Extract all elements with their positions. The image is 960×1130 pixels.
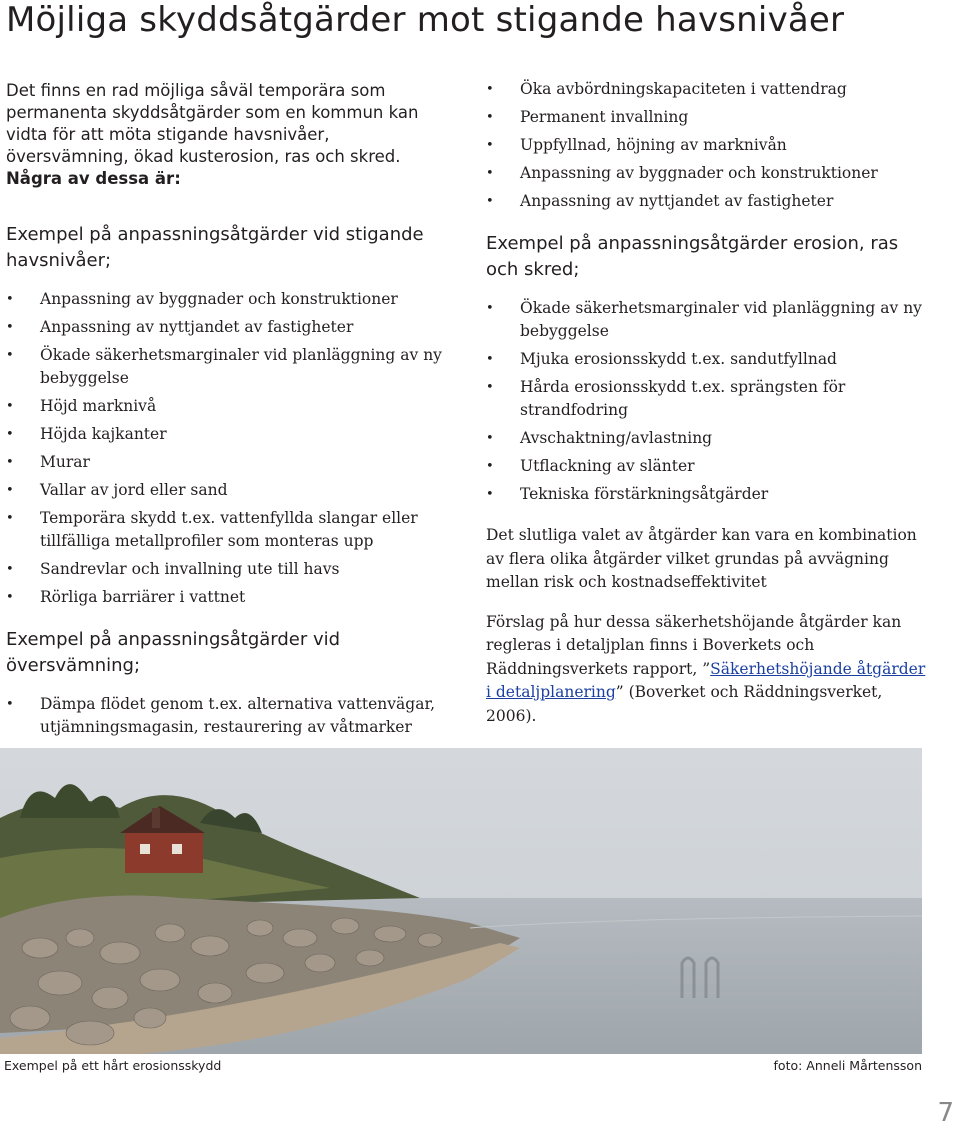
left-column bbox=[6, 80, 446, 757]
reference-text-after: ” (Boverket och Räddningsverket, 2006). bbox=[486, 683, 883, 725]
list-flooding bbox=[6, 693, 446, 739]
list-item: • Dämpa flödet genom t.ex. alternativa vattenvägar, utjämningsmagasin, restaurering av våtmarker bbox=[6, 693, 446, 739]
list-item: • Murar bbox=[6, 451, 446, 474]
conclusion-paragraph: Det slutliga valet av åtgärder kan vara en kombination av flera olika åtgärder vilket grundas på avvägning mellan risk och kostnadseffektivitet bbox=[486, 526, 917, 591]
list-item: • Anpassning av byggnader och konstruktioner bbox=[6, 288, 446, 311]
list-sea-level bbox=[6, 288, 446, 609]
list-item: • Vallar av jord eller sand bbox=[6, 479, 446, 502]
page-number: 7 bbox=[937, 1098, 954, 1128]
intro-text: Det finns en rad möjliga såväl temporära som permanenta skyddsåtgärder som en kommun kan vidta för att möta stigande havsnivåer, översvämning, ökad kusterosion, ras och skred. bbox=[6, 81, 419, 166]
list-item: • Anpassning av nyttjandet av fastigheter bbox=[6, 316, 446, 339]
right-column bbox=[486, 78, 926, 744]
list-item: • Mjuka erosionsskydd t.ex. sandutfyllnad bbox=[486, 348, 926, 371]
list-item: • Öka avbördningskapaciteten i vattendrag bbox=[486, 78, 926, 101]
photo-caption: Exempel på ett hårt erosionsskydd bbox=[4, 1058, 222, 1073]
section-heading-erosion: Exempel på anpassningsåtgärder erosion, ras och skred; bbox=[486, 233, 899, 280]
list-item: • Höjd marknivå bbox=[6, 395, 446, 418]
list-item: • Anpassning av nyttjandet av fastigheter bbox=[486, 190, 926, 213]
page-title: Möjliga skyddsåtgärder mot stigande havsnivåer bbox=[6, 0, 845, 40]
list-item: • Hårda erosionsskydd t.ex. sprängsten för strandfodring bbox=[486, 376, 926, 422]
intro-paragraph bbox=[6, 80, 446, 190]
list-item: • Utflackning av slänter bbox=[486, 455, 926, 478]
list-item: • Sandrevlar och invallning ute till havs bbox=[6, 558, 446, 581]
photo-credit: foto: Anneli Mårtensson bbox=[773, 1058, 922, 1073]
section-heading-sea-level: Exempel på anpassningsåtgärder vid stigande havsnivåer; bbox=[6, 224, 424, 271]
list-continued bbox=[486, 78, 926, 213]
photo-illustration bbox=[0, 748, 922, 1054]
list-item: • Ökade säkerhetsmarginaler vid planläggning av ny bebyggelse bbox=[6, 344, 446, 390]
section-heading-flooding: Exempel på anpassningsåtgärder vid översvämning; bbox=[6, 629, 341, 676]
coastal-erosion-photo bbox=[0, 748, 922, 1054]
list-item: • Ökade säkerhetsmarginaler vid planläggning av ny bebyggelse bbox=[486, 297, 926, 343]
list-item: • Uppfyllnad, höjning av marknivån bbox=[486, 134, 926, 157]
list-item: • Höjda kajkanter bbox=[6, 423, 446, 446]
intro-bold: Några av dessa är: bbox=[6, 169, 181, 188]
list-item: • Rörliga barriärer i vattnet bbox=[6, 586, 446, 609]
list-item: • Avschaktning/avlastning bbox=[486, 427, 926, 450]
list-item: • Permanent invallning bbox=[486, 106, 926, 129]
list-item: • Temporära skydd t.ex. vattenfyllda slangar eller tillfälliga metallprofiler som monteras upp bbox=[6, 507, 446, 553]
reference-text-before: Förslag på hur dessa säkerhetshöjande åtgärder kan regleras i detaljplan finns i Boverkets och Räddningsverkets rapport, ” bbox=[486, 612, 902, 678]
reference-paragraph bbox=[486, 611, 926, 729]
list-item: • Tekniska förstärkningsåtgärder bbox=[486, 483, 926, 506]
report-link[interactable]: Säkerhetshöjande åtgärder i detaljplanering bbox=[486, 659, 926, 701]
list-erosion bbox=[486, 297, 926, 506]
list-item: • Anpassning av byggnader och konstruktioner bbox=[486, 162, 926, 185]
